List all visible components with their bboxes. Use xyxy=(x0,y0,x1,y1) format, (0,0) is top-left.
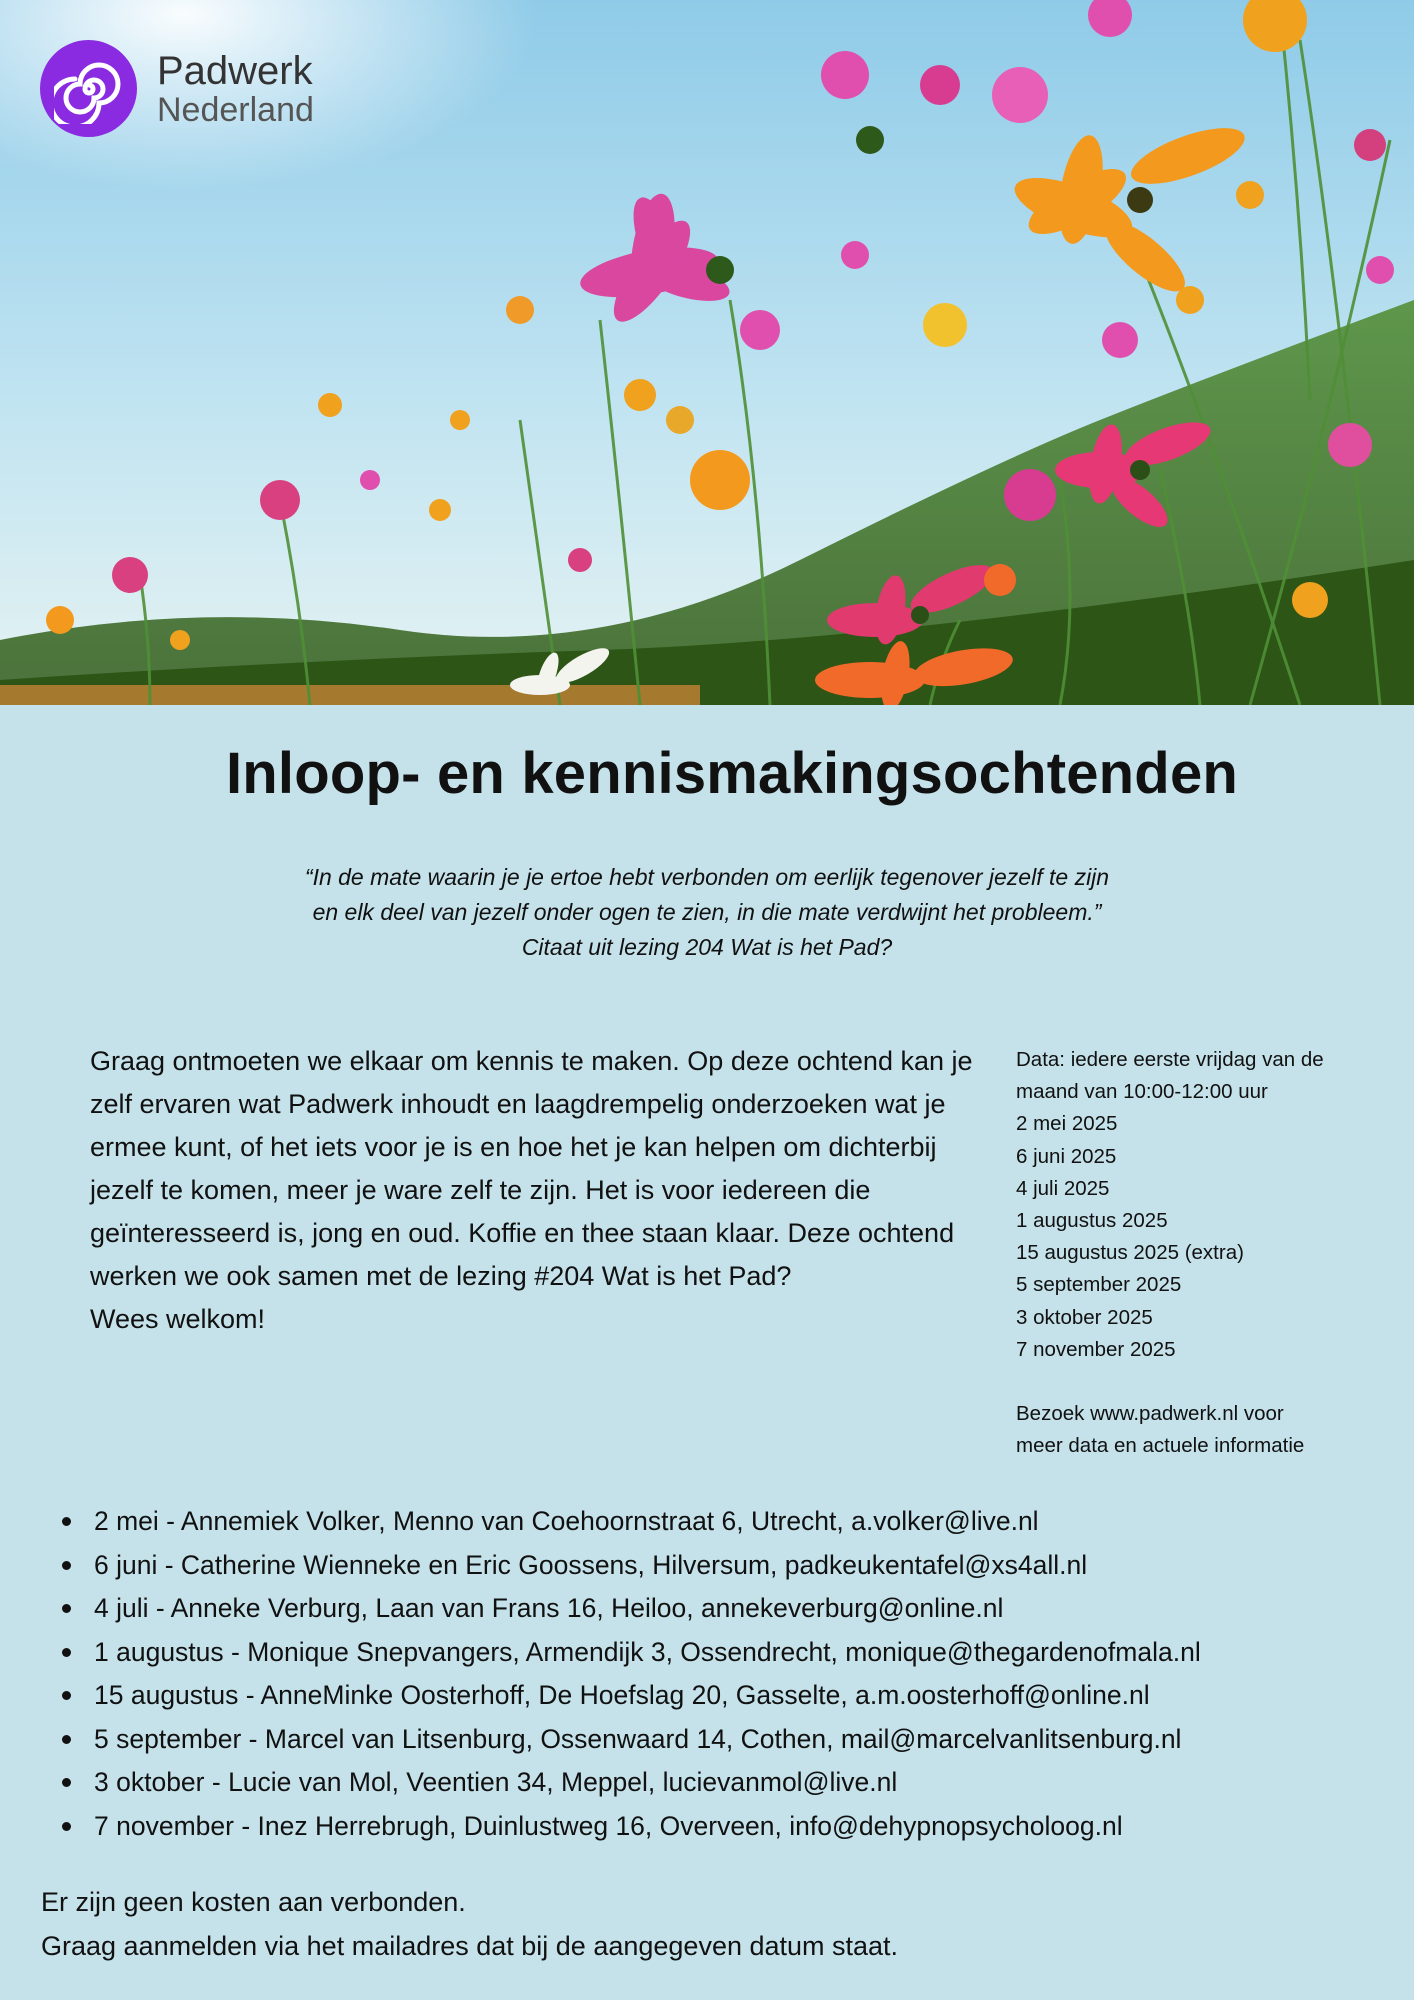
list-item: 5 september - Marcel van Litsenburg, Ossenwaard 14, Cothen, mail@marcelvanlitsenburg.nl xyxy=(62,1718,1402,1762)
location-date: 2 mei xyxy=(94,1506,159,1536)
list-item: 7 november - Inez Herrebrugh, Duinlustweg 16, Overveen, info@dehypnopsycholoog.nl xyxy=(62,1805,1402,1849)
location-date: 5 september xyxy=(94,1723,242,1754)
list-item: 4 juli - Anneke Verburg, Laan van Frans 16, Heiloo, annekeverburg@online.nl xyxy=(62,1587,1402,1631)
list-item: 1 augustus - Monique Snepvangers, Armendijk 3, Ossendrecht, monique@thegardenofmala.nl xyxy=(62,1631,1402,1675)
location-details: Marcel van Litsenburg, Ossenwaard 14, Cothen, mail@marcelvanlitsenburg.nl xyxy=(264,1723,1182,1754)
logo-subtitle: Nederland xyxy=(157,90,314,129)
page-title: Inloop- en kennismakingsochtenden xyxy=(225,741,1239,806)
quote-line-2: en elk deel van jezelf onder ogen te zien, in die mate verdwijnt het probleem.” xyxy=(312,899,1102,925)
location-date: 3 oktober xyxy=(94,1767,205,1797)
location-date: 6 juni xyxy=(94,1549,158,1580)
date-item: 6 juni 2025 xyxy=(1016,1144,1117,1168)
list-item: 3 oktober - Lucie van Mol, Veentien 34, Meppel, lucievanmol@live.nl xyxy=(62,1761,1402,1805)
intro-paragraph: Graag ontmoeten we elkaar om kennis te maken. Op deze ochtend kan je zelf ervaren wat Padwerk inhoudt en laagdrempelig onderzoeken wat je ermee kunt, of het iets voor je is en hoe het je kan helpen om dichterbij jezelf te komen, meer je ware zelf te zijn. Het is voor iedereen die geïnteresseerd is, jong en oud. Koffie en thee staan klaar. Deze ochtend werken we ook samen met de lezing #204 Wat is het Pad? xyxy=(90,1046,973,1291)
date-item: 7 november 2025 xyxy=(1016,1337,1176,1361)
spiral-icon xyxy=(40,40,137,137)
date-item: 15 augustus 2025 (extra) xyxy=(1016,1241,1244,1265)
dates-sidebar xyxy=(1016,1044,1396,1462)
bullet-icon xyxy=(62,1517,71,1526)
visit-line-1: Bezoek www.padwerk.nl voor xyxy=(1016,1402,1284,1426)
bullet-icon xyxy=(62,1778,71,1787)
location-details: Lucie van Mol, Veentien 34, Meppel, lucievanmol@live.nl xyxy=(228,1767,898,1797)
location-date: 4 juli xyxy=(94,1593,149,1623)
footer-line-2: Graag aanmelden via het mailadres dat bij de aangegeven datum staat. xyxy=(41,1931,899,1961)
date-item: 4 juli 2025 xyxy=(1016,1176,1110,1200)
data-heading-line-2: maand van 10:00-12:00 uur xyxy=(1016,1080,1268,1104)
date-item: 5 september 2025 xyxy=(1016,1273,1182,1297)
location-details: Anneke Verburg, Laan van Frans 16, Heiloo, annekeverburg@online.nl xyxy=(170,1593,1004,1623)
bullet-icon xyxy=(62,1735,71,1744)
date-item: 3 oktober 2025 xyxy=(1016,1305,1153,1329)
footer-line-1: Er zijn geen kosten aan verbonden. xyxy=(41,1887,466,1917)
location-details: Catherine Wienneke en Eric Goossens, Hilversum, padkeukentafel@xs4all.nl xyxy=(180,1549,1088,1580)
intro-text xyxy=(90,1040,995,1341)
footer xyxy=(41,1880,1381,1968)
quote xyxy=(0,860,1414,965)
visit-line-2: meer data en actuele informatie xyxy=(1016,1434,1305,1458)
quote-line-1: “In de mate waarin je je ertoe hebt verbonden om eerlijk tegenover jezelf te zijn xyxy=(304,864,1110,890)
date-item: 1 augustus 2025 xyxy=(1016,1209,1168,1233)
bullet-icon xyxy=(62,1648,71,1657)
list-item: 6 juni - Catherine Wienneke en Eric Goossens, Hilversum, padkeukentafel@xs4all.nl xyxy=(62,1544,1402,1588)
location-details: Monique Snepvangers, Armendijk 3, Ossendrecht, monique@thegardenofmala.nl xyxy=(247,1636,1201,1667)
bullet-icon xyxy=(62,1604,71,1613)
location-details: AnneMinke Oosterhoff, De Hoefslag 20, Gasselte, a.m.oosterhoff@online.nl xyxy=(260,1680,1150,1710)
location-details: Annemiek Volker, Menno van Coehoornstraat 6, Utrecht, a.volker@live.nl xyxy=(180,1506,1039,1536)
list-item: 15 augustus - AnneMinke Oosterhoff, De Hoefslag 20, Gasselte, a.m.oosterhoff@online.nl xyxy=(62,1674,1402,1718)
location-date: 7 november xyxy=(94,1810,234,1841)
welcome-text: Wees welkom! xyxy=(90,1304,266,1334)
location-details: Inez Herrebrugh, Duinlustweg 16, Overveen, info@dehypnopsycholoog.nl xyxy=(257,1810,1123,1841)
data-heading-line-1: Data: iedere eerste vrijdag van de xyxy=(1016,1048,1324,1071)
date-item: 2 mei 2025 xyxy=(1016,1112,1118,1136)
bullet-icon xyxy=(62,1822,71,1831)
list-item: 2 mei - Annemiek Volker, Menno van Coehoornstraat 6, Utrecht, a.volker@live.nl xyxy=(62,1500,1402,1544)
location-date: 15 augustus xyxy=(94,1680,239,1710)
logo[interactable] xyxy=(40,40,314,137)
locations-list xyxy=(62,1500,1402,1848)
quote-source: Citaat uit lezing 204 Wat is het Pad? xyxy=(521,934,893,960)
location-date: 1 augustus xyxy=(94,1636,224,1667)
bullet-icon xyxy=(62,1561,71,1570)
logo-title: Padwerk xyxy=(157,48,313,93)
bullet-icon xyxy=(62,1691,71,1700)
